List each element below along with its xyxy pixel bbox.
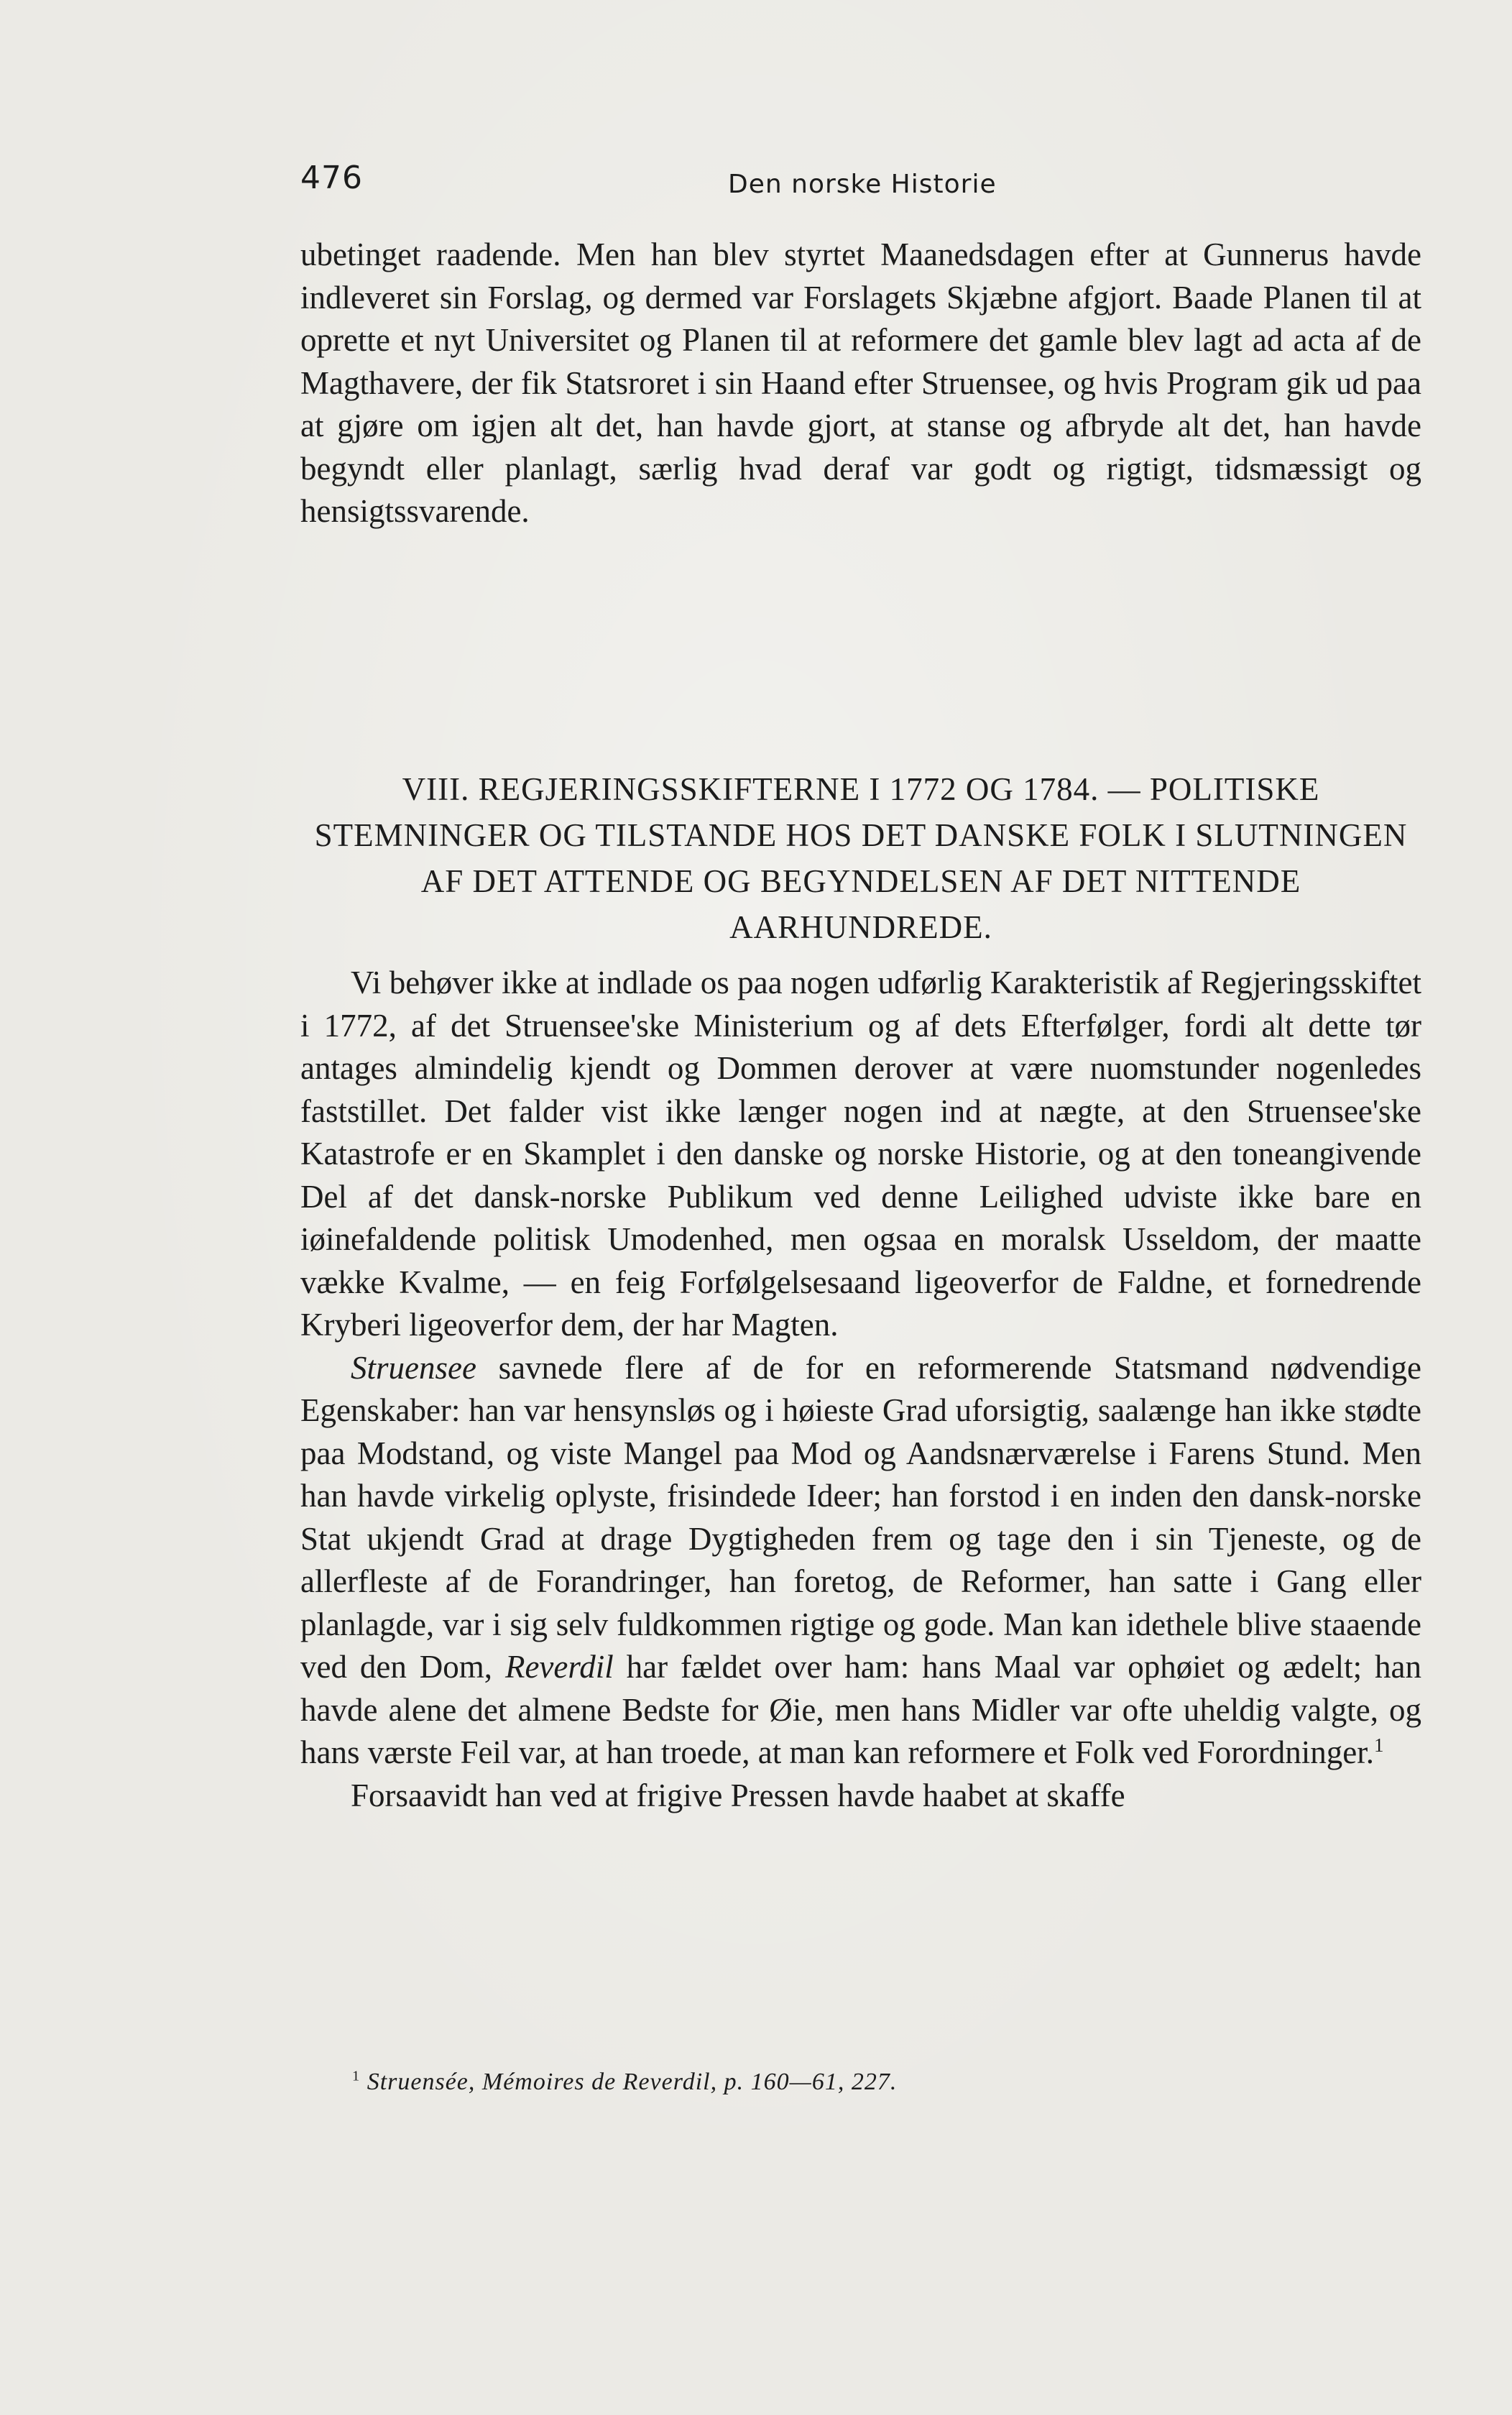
paragraph-3-part-b: har fældet over ham: hans Maal var ophøiet og ædelt; han havde alene det almene Bedste for Øie, men hans Midler var ofte uheldig valgte, og hans værste Feil var, at han troede, at man kan reformere et Folk ved Forordninger. bbox=[300, 1649, 1421, 1770]
name-struensee: Struensee bbox=[351, 1349, 476, 1386]
footnote-text: Struensée, Mémoires de Reverdil, p. 160—61, 227. bbox=[367, 2069, 898, 2095]
running-title: Den norske Historie bbox=[728, 170, 997, 199]
chapter-body bbox=[300, 962, 1421, 1817]
footnote-reference: 1 bbox=[1374, 1734, 1384, 1756]
footnote bbox=[352, 2069, 897, 2096]
footnote-marker: 1 bbox=[352, 2068, 361, 2084]
paragraph-4: Forsaavidt han ved at frigive Pressen havde haabet at skaffe bbox=[351, 1777, 1125, 1813]
paragraph-3 bbox=[300, 1347, 1421, 1775]
paragraph-3-part-a: savnede flere af de for en reformerende Statsmand nødvendige Egenskaber: han var hensynsløs og i høieste Grad uforsigtig, saalænge han ikke stødte paa Modstand, og viste Mangel paa Mod og Aandsnærværelse i Farens Stund. Men han havde virkelig oplyste, frisindede Ideer; han forstod i en inden den dansk-norske Stat ukjendt Grad at drage Dygtigheden frem og tage den i sin Tjeneste, og de allerfleste af de Forandringer, han foretog, de Reformer, han satte i Gang eller planlagde, var i sig selv fuldkommen rigtige og gode. Man kan idethele blive staaende ved den Dom, bbox=[300, 1349, 1421, 1685]
page-number: 476 bbox=[300, 160, 363, 196]
name-reverdil: Reverdil bbox=[504, 1649, 614, 1685]
paragraph-2: Vi behøver ikke at indlade os paa nogen udførlig Karakteristik af Regjeringsskiftet i 1772, af det Struensee'ske Ministerium og af dets Efterfølger, fordi alt dette tør antages almindelig kjendt og Dommen derover at være nuomstunder nogenledes faststillet. Det falder vist ikke længer nogen ind at nægte, at den Struensee'ske Katastrofe er en Skamplet i den danske og norske Historie, og at den toneangivende Del af det dansk-norske Publikum ved denne Leilighed udviste ikke bare en iøinefaldende politisk Umodenhed, men ogsaa en moralsk Usseldom, der maatte vække Kvalme, — en feig Forfølgelsesaand ligeoverfor de Faldne, et fornedrende Kryberi ligeoverfor dem, der har Magten. bbox=[300, 965, 1421, 1343]
page-header bbox=[300, 160, 1421, 203]
intro-paragraph-block bbox=[300, 234, 1421, 533]
chapter-heading: VIII. REGJERINGSSKIFTERNE I 1772 OG 1784. — POLITISKE STEMNINGER OG TILSTANDE HOS DET DANSKE FOLK I SLUTNINGEN AF DET ATTENDE OG BEGYNDELSEN AF DET NITTENDE AARHUNDREDE. bbox=[314, 771, 1408, 945]
intro-paragraph: ubetinget raadende. Men han blev styrtet Maanedsdagen efter at Gunnerus havde indleveret sin Forslag, og dermed var Forslagets Skjæbne afgjort. Baade Planen til at oprette et nyt Universitet og Planen til at reformere det gamle blev lagt ad acta af de Magthavere, der fik Statsroret i sin Haand efter Struensee, og hvis Program gik ud paa at gjøre om igjen alt det, han havde gjort, at stanse og afbryde alt det, han havde begyndt eller planlagt, særlig hvad deraf var godt og rigtigt, tidsmæssigt og hensigtssvarende. bbox=[300, 236, 1421, 529]
